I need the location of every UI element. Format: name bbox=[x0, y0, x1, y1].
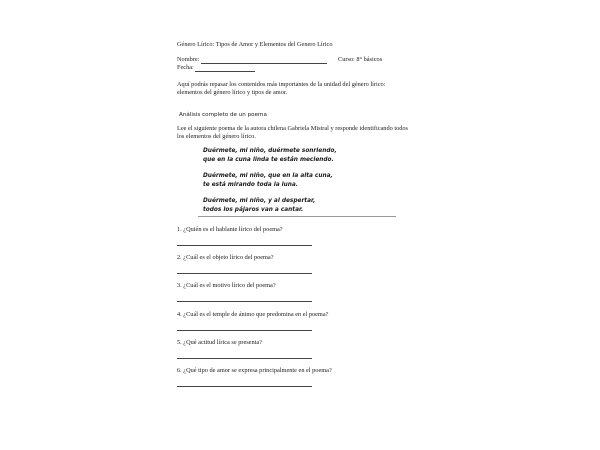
question-4: 4. ¿Cuál es el temple de ánimo que predomina en el poema? bbox=[177, 311, 329, 318]
poem-line-3: Duérmete, mi niño, que en la alta cuna, bbox=[203, 173, 333, 179]
name-label: Nombre: bbox=[177, 56, 200, 63]
answer-line-1[interactable] bbox=[177, 245, 312, 246]
course-label: Curso: 8° básicos bbox=[338, 56, 383, 63]
answer-line-3[interactable] bbox=[177, 301, 312, 302]
name-row bbox=[177, 56, 327, 64]
date-field[interactable] bbox=[195, 65, 255, 72]
answer-line-5[interactable] bbox=[177, 358, 312, 359]
poem-divider bbox=[198, 216, 396, 217]
instructions-line-1: Lee el siguiente poema de la autora chilena Gabriela Mistral y responde identificando todos bbox=[177, 125, 408, 132]
poem-line-6: todos los pájaros van a cantar. bbox=[203, 207, 304, 213]
question-2: 2. ¿Cuál es el objeto lírico del poema? bbox=[177, 254, 274, 261]
answer-line-4[interactable] bbox=[177, 330, 312, 331]
instructions-line-2: los elementos del género lírico. bbox=[177, 133, 256, 140]
question-5: 5. ¿Qué actitud lírica se presenta? bbox=[177, 339, 262, 346]
answer-line-2[interactable] bbox=[177, 273, 312, 274]
page-title: Género Lírico: Tipos de Amor y Elementos del Genero Lírico bbox=[177, 41, 333, 48]
section-title: Análisis completo de un poema bbox=[179, 112, 267, 118]
question-6: 6. ¿Qué tipo de amor se expresa principalmente en el poema? bbox=[177, 367, 332, 374]
name-field[interactable] bbox=[201, 57, 327, 64]
answer-line-6[interactable] bbox=[177, 386, 312, 387]
intro-line-1: Aquí podrás repasar los contenidos más importantes de la unidad del género lírico: bbox=[177, 81, 386, 88]
poem-line-2: que en la cuna linda te están meciendo. bbox=[203, 157, 334, 163]
poem-line-1: Duérmete, mi niño, duérmete sonriendo, bbox=[203, 148, 337, 154]
date-row bbox=[177, 64, 255, 72]
poem-line-4: te está mirando toda la luna. bbox=[203, 182, 298, 188]
date-label: Fecha: bbox=[177, 64, 194, 71]
question-3: 3. ¿Cuál es el motivo lírico del poema? bbox=[177, 282, 276, 289]
intro-line-2: elementos del género lírico y tipos de amor. bbox=[177, 89, 288, 96]
poem-line-5: Duérmete, mi niño, y al despertar, bbox=[203, 198, 316, 204]
question-1: 1. ¿Quién es el hablante lírico del poema? bbox=[177, 226, 283, 233]
